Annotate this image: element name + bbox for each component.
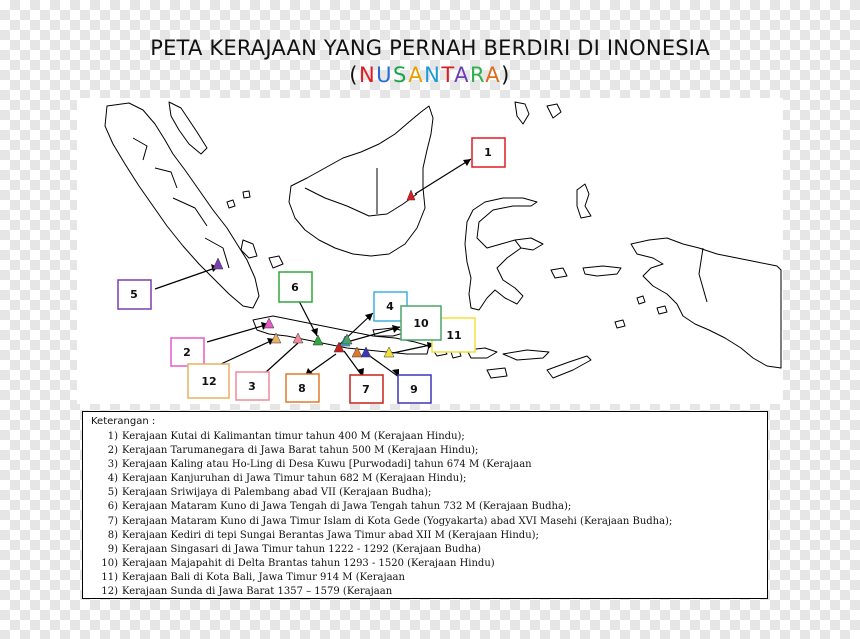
legend-item-number: 9) bbox=[107, 543, 118, 555]
box-6-label: 6 bbox=[291, 281, 299, 294]
papua-island bbox=[631, 238, 781, 368]
box-2-label: 2 bbox=[183, 346, 191, 359]
legend-item bbox=[97, 529, 672, 543]
subtitle-nusantara bbox=[359, 63, 501, 87]
legend-item-text: Kerajaan Kaling atau Ho-Ling di Desa Kuwu [Purwodadi] tahun 674 M (Kerajaan bbox=[122, 459, 532, 471]
arrow-5 bbox=[155, 267, 218, 289]
legend-item-text: Kerajaan Kanjuruhan di Jawa Timur tahun 682 M (Kerajaan Hindu); bbox=[122, 473, 467, 485]
legend-item-number: 4) bbox=[107, 473, 118, 485]
legend-item-number: 2) bbox=[107, 445, 118, 457]
legend-box bbox=[82, 411, 768, 599]
subtitle-letter: A bbox=[485, 63, 502, 87]
legend-item-number: 10) bbox=[101, 557, 118, 569]
legend-item-number: 5) bbox=[107, 487, 118, 499]
subtitle-letter: A bbox=[454, 63, 470, 87]
subtitle-letter: N bbox=[424, 63, 442, 87]
legend-item-text: Kerajaan Sunda di Jawa Barat 1357 – 1579 (Kerajaan bbox=[122, 586, 393, 598]
box-3-label: 3 bbox=[248, 380, 256, 393]
legend-item bbox=[97, 444, 672, 458]
legend-item-text: Kerajaan Bali di Kota Bali, Jawa Timur 914 M (Kerajaan bbox=[122, 571, 405, 583]
philippines-fragment bbox=[515, 102, 561, 124]
buru-island bbox=[551, 268, 567, 278]
seram-island bbox=[583, 266, 621, 276]
legend-item-number: 7) bbox=[107, 515, 118, 527]
arrow-12 bbox=[221, 339, 275, 364]
legend-item-text: Kerajaan Mataram Kuno di Jawa Tengah di Jawa Tengah tahun 732 M (Kerajaan Budha); bbox=[122, 501, 572, 513]
legend-item-number: 3) bbox=[107, 459, 118, 471]
box-7-label: 7 bbox=[362, 383, 370, 396]
legend-item-text: Kerajaan Sriwijaya di Palembang abad VII (Kerajaan Budha); bbox=[122, 487, 432, 499]
legend-item bbox=[97, 472, 672, 486]
legend-item-text: Kerajaan Singasari di Jawa Timur tahun 1222 - 1292 (Kerajaan Budha) bbox=[122, 543, 482, 555]
box-12-label: 12 bbox=[201, 375, 217, 388]
legend-item-text: Kerajaan Majapahit di Delta Brantas tahun 1293 - 1520 (Kerajaan Hindu) bbox=[122, 557, 495, 569]
subtitle-open-paren: ( bbox=[349, 63, 359, 87]
arrow-2 bbox=[207, 324, 269, 342]
legend-item-number: 12) bbox=[101, 586, 118, 598]
legend-item bbox=[97, 585, 672, 599]
subtitle-letter: A bbox=[408, 63, 425, 87]
subtitle-close-paren: ) bbox=[501, 63, 511, 87]
legend-list bbox=[97, 430, 672, 599]
box-11-label: 11 bbox=[446, 329, 462, 342]
box-8-label: 8 bbox=[298, 382, 306, 395]
malay-peninsula bbox=[169, 102, 207, 154]
sumba-island bbox=[487, 368, 507, 378]
borneo-island bbox=[289, 106, 433, 256]
legend-item bbox=[97, 557, 672, 571]
legend-item bbox=[97, 458, 672, 472]
maluku-small-islands bbox=[615, 296, 667, 328]
legend-item bbox=[97, 543, 672, 557]
belitung-island bbox=[269, 256, 283, 268]
legend-item-text: Kerajaan Kutai di Kalimantan timur tahun 400 M (Kerajaan Hindu); bbox=[122, 431, 465, 442]
subtitle-letter: S bbox=[393, 63, 409, 87]
timor-island bbox=[547, 356, 591, 378]
box-10-label: 10 bbox=[413, 317, 429, 330]
halmahera-island bbox=[577, 184, 591, 218]
subtitle-letter: T bbox=[441, 63, 455, 87]
legend-item-number: 11) bbox=[101, 571, 118, 583]
box-4-label: 4 bbox=[386, 300, 394, 313]
map-panel bbox=[77, 98, 783, 404]
legend-item-text: Kerajaan Tarumanegara di Jawa Barat tahun 500 M (Kerajaan Hindu); bbox=[122, 445, 479, 457]
sulawesi-island bbox=[465, 198, 537, 310]
riau-islands bbox=[227, 191, 250, 208]
box-9-label: 9 bbox=[410, 383, 418, 396]
legend-item bbox=[97, 430, 672, 444]
legend-item bbox=[97, 515, 672, 529]
arrow-9 bbox=[367, 354, 399, 377]
legend-item-number: 8) bbox=[107, 529, 118, 541]
box-5-label: 5 bbox=[130, 288, 138, 301]
arrow-3 bbox=[265, 343, 298, 373]
legend-item-text: Kerajaan Kediri di tepi Sungai Berantas Jawa Timur abad XII M (Kerajaan Hindu); bbox=[122, 529, 539, 541]
map-subtitle bbox=[0, 63, 860, 87]
legend-item-number: 1) bbox=[107, 431, 118, 442]
indonesia-map bbox=[77, 98, 783, 404]
map-title: PETA KERAJAAN YANG PERNAH BERDIRI DI INONESIA bbox=[150, 36, 710, 60]
legend-item bbox=[97, 486, 672, 500]
legend-item bbox=[97, 500, 672, 514]
subtitle-letter: R bbox=[469, 63, 486, 87]
subtitle-letter: U bbox=[376, 63, 394, 87]
arrowhead-1 bbox=[463, 159, 471, 166]
legend-item-number: 6) bbox=[107, 501, 118, 513]
legend-heading: Keterangan : bbox=[91, 416, 156, 427]
legend-item-text: Kerajaan Mataram Kuno di Jawa Timur Islam di Kota Gede (Yogyakarta) abad XVI Masehi (Kerajaan Budha); bbox=[122, 515, 673, 527]
box-1-label: 1 bbox=[484, 146, 492, 159]
legend-item bbox=[97, 571, 672, 585]
subtitle-letter: N bbox=[358, 63, 377, 87]
flores-island bbox=[503, 350, 549, 360]
